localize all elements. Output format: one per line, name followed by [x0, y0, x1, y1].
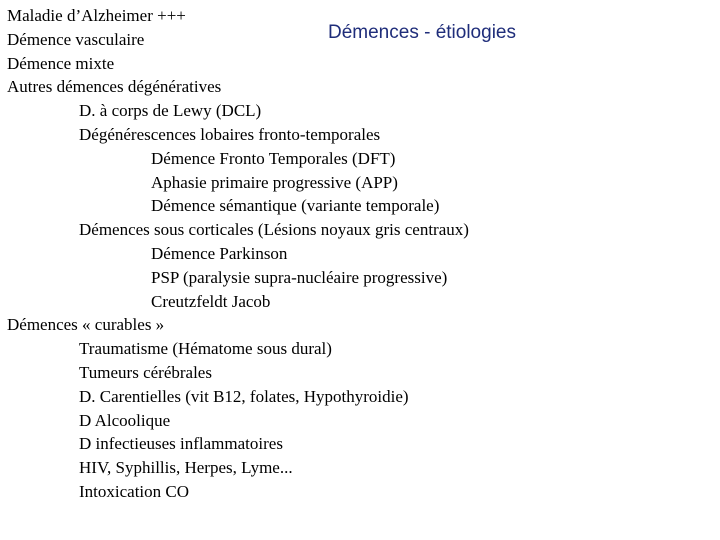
list-item-level-0: Maladie d’Alzheimer +++: [7, 6, 186, 25]
list-item-level-1: HIV, Syphillis, Herpes, Lyme...: [79, 458, 293, 478]
list-item-level-1: D Alcoolique: [79, 410, 171, 430]
list-item-level-2: Démence Fronto Temporales (DFT): [151, 148, 396, 168]
list-item-level-2: Aphasie primaire progressive (APP): [151, 172, 398, 192]
list-item-level-1: Traumatisme (Hématome sous dural): [79, 339, 332, 359]
list-item-level-1: Tumeurs cérébrales: [79, 363, 212, 382]
list-item-level-1: D. Carentielles (vit B12, folates, Hypothyroidie): [79, 386, 409, 406]
list-item-level-1: D. à corps de Lewy (DCL): [79, 101, 262, 121]
slide-title: Démences - étiologies: [328, 22, 516, 43]
list-item-level-0: Démence vasculaire: [7, 29, 145, 49]
list-item-level-0: Autres démences dégénératives: [7, 77, 222, 97]
list-item-level-1: D infectieuses inflammatoires: [79, 434, 283, 454]
list-item-level-2: PSP (paralysie supra-nucléaire progressive): [151, 267, 448, 287]
list-item-level-2: Démence Parkinson: [151, 244, 288, 263]
list-item-level-1: Démences sous corticales (Lésions noyaux gris centraux): [79, 220, 469, 240]
list-item-level-0: Démences « curables »: [7, 315, 165, 335]
list-item-level-1: Dégénérescences lobaires fronto-temporales: [79, 125, 381, 144]
list-item-level-1: Intoxication CO: [79, 482, 190, 501]
list-item-level-2: Creutzfeldt Jacob: [151, 291, 271, 311]
list-item-level-0: Démence mixte: [7, 53, 115, 73]
list-item-level-2: Démence sémantique (variante temporale): [151, 196, 440, 216]
